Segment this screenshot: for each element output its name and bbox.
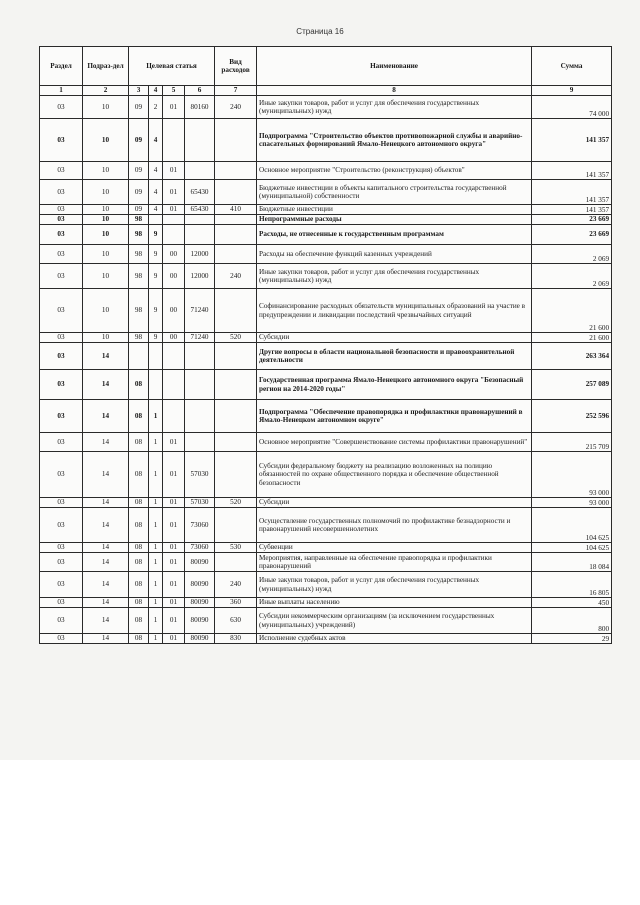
- row-podrazdel: 14: [83, 498, 129, 508]
- row-target-3: 01: [163, 452, 185, 498]
- row-target-1: 98: [129, 264, 149, 289]
- table-row: [40, 452, 612, 498]
- row-vid: [215, 400, 257, 433]
- row-name: Государственная программа Ямало-Ненецкого автономного округа "Безопасный регион на 2014-2020 годы": [257, 370, 532, 400]
- row-sum: 23 669: [532, 215, 612, 225]
- table-row: [40, 119, 612, 162]
- row-target-2: 1: [149, 634, 163, 644]
- row-name: Иные выплаты населению: [257, 598, 532, 608]
- row-target-1: 98: [129, 333, 149, 343]
- row-sum: 141 357: [532, 180, 612, 205]
- row-target-3: 00: [163, 289, 185, 333]
- row-razdel: 03: [40, 553, 83, 572]
- row-target-2: 1: [149, 433, 163, 452]
- col-number: 2: [83, 86, 129, 96]
- row-name: Исполнение судебных актов: [257, 634, 532, 644]
- row-target-4: [185, 400, 215, 433]
- row-target-2: 4: [149, 205, 163, 215]
- table-row: [40, 180, 612, 205]
- row-name: Подпрограмма "Строительство объектов противопожарной службы и аварийно-спасательных формирований Ямало-Ненецкого автономного округа": [257, 119, 532, 162]
- row-vid: [215, 162, 257, 180]
- row-sum: 104 625: [532, 543, 612, 553]
- row-target-1: 08: [129, 498, 149, 508]
- row-podrazdel: 10: [83, 264, 129, 289]
- row-target-4: 80090: [185, 608, 215, 634]
- row-razdel: 03: [40, 498, 83, 508]
- row-target-4: 65430: [185, 180, 215, 205]
- row-name: Иные закупки товаров, работ и услуг для обеспечения государственных (муниципальных) нужд: [257, 264, 532, 289]
- table-row: [40, 498, 612, 508]
- row-target-3: 01: [163, 543, 185, 553]
- row-razdel: 03: [40, 119, 83, 162]
- table-body: [40, 96, 612, 644]
- row-razdel: 03: [40, 598, 83, 608]
- row-podrazdel: 10: [83, 289, 129, 333]
- row-podrazdel: 10: [83, 180, 129, 205]
- row-vid: 520: [215, 498, 257, 508]
- budget-table: [39, 46, 612, 644]
- row-sum: 93 000: [532, 452, 612, 498]
- table-row: [40, 343, 612, 370]
- row-name: Другие вопросы в области национальной безопасности и правоохранительной деятельности: [257, 343, 532, 370]
- row-razdel: 03: [40, 289, 83, 333]
- row-sum: 215 709: [532, 433, 612, 452]
- row-podrazdel: 14: [83, 452, 129, 498]
- row-target-3: [163, 215, 185, 225]
- table-row: [40, 634, 612, 644]
- row-target-1: 08: [129, 553, 149, 572]
- row-sum: 104 625: [532, 508, 612, 543]
- row-target-1: 08: [129, 598, 149, 608]
- row-target-1: 08: [129, 400, 149, 433]
- table-row: [40, 225, 612, 245]
- row-podrazdel: 14: [83, 598, 129, 608]
- row-target-1: 08: [129, 543, 149, 553]
- row-target-2: 1: [149, 598, 163, 608]
- row-name: Иные закупки товаров, работ и услуг для обеспечения государственных (муниципальных) нужд: [257, 96, 532, 119]
- row-target-3: 01: [163, 498, 185, 508]
- row-target-4: 57030: [185, 498, 215, 508]
- row-razdel: 03: [40, 333, 83, 343]
- row-name: Бюджетные инвестиции: [257, 205, 532, 215]
- row-target-4: 57030: [185, 452, 215, 498]
- row-podrazdel: 14: [83, 433, 129, 452]
- row-target-2: 9: [149, 245, 163, 264]
- row-vid: [215, 225, 257, 245]
- table-row: [40, 215, 612, 225]
- row-target-3: 00: [163, 333, 185, 343]
- row-name: Осуществление государственных полномочий по профилактике безнадзорности и правонарушений несовершеннолетних: [257, 508, 532, 543]
- row-target-2: 4: [149, 162, 163, 180]
- col-number: 3: [129, 86, 149, 96]
- row-target-2: 4: [149, 180, 163, 205]
- table-row: [40, 598, 612, 608]
- row-name: Субсидии: [257, 498, 532, 508]
- row-target-4: 65430: [185, 205, 215, 215]
- row-sum: 257 089: [532, 370, 612, 400]
- header-podrazdel: Подраз-дел: [83, 47, 129, 86]
- row-target-2: 1: [149, 608, 163, 634]
- row-name: Основное мероприятие "Строительство (реконструкция) объектов": [257, 162, 532, 180]
- row-target-1: 98: [129, 225, 149, 245]
- row-sum: 141 357: [532, 205, 612, 215]
- row-target-3: 01: [163, 433, 185, 452]
- row-target-3: [163, 370, 185, 400]
- header-target: Целевая статья: [129, 47, 215, 86]
- row-target-2: 1: [149, 508, 163, 543]
- row-sum: 21 600: [532, 333, 612, 343]
- row-vid: [215, 215, 257, 225]
- row-target-3: 01: [163, 634, 185, 644]
- row-vid: 520: [215, 333, 257, 343]
- row-target-1: 09: [129, 96, 149, 119]
- row-razdel: 03: [40, 343, 83, 370]
- row-name: Основное мероприятие "Совершенствование системы профилактики правонарушений": [257, 433, 532, 452]
- row-target-2: 9: [149, 333, 163, 343]
- row-vid: 830: [215, 634, 257, 644]
- table-row: [40, 245, 612, 264]
- row-name: Субсидии федеральному бюджету на реализацию возложенных на полицию обязанностей по охране общественного порядка и обеспечение общественной безопасности: [257, 452, 532, 498]
- row-name: Бюджетные инвестиции в объекты капитального строительства государственной (муниципальной) собственности: [257, 180, 532, 205]
- row-sum: 263 364: [532, 343, 612, 370]
- row-vid: 530: [215, 543, 257, 553]
- table-row: [40, 289, 612, 333]
- table-row: [40, 370, 612, 400]
- table-row: [40, 543, 612, 553]
- row-target-3: 00: [163, 245, 185, 264]
- row-podrazdel: 14: [83, 572, 129, 598]
- row-target-4: [185, 370, 215, 400]
- row-target-4: 73060: [185, 543, 215, 553]
- column-number-row: [40, 86, 612, 96]
- row-name: Софинансирование расходных обязательств муниципальных образований на участие в предупреждении и ликвидации последствий чрезвычайных ситуаций: [257, 289, 532, 333]
- row-target-2: 1: [149, 543, 163, 553]
- row-target-4: 80090: [185, 634, 215, 644]
- col-number: 1: [40, 86, 83, 96]
- row-target-2: [149, 215, 163, 225]
- row-vid: [215, 180, 257, 205]
- row-target-1: 08: [129, 433, 149, 452]
- row-name: Расходы, не отнесенные к государственным программам: [257, 225, 532, 245]
- row-sum: 141 357: [532, 162, 612, 180]
- row-vid: [215, 433, 257, 452]
- row-target-1: 98: [129, 245, 149, 264]
- table-row: [40, 264, 612, 289]
- row-target-1: 08: [129, 452, 149, 498]
- row-sum: 2 069: [532, 264, 612, 289]
- row-razdel: 03: [40, 180, 83, 205]
- row-target-4: [185, 162, 215, 180]
- row-target-2: 4: [149, 119, 163, 162]
- row-target-3: 01: [163, 205, 185, 215]
- row-target-2: 9: [149, 289, 163, 333]
- row-name: Подпрограмма "Обеспечение правопорядка и профилактики правонарушений в Ямало-Ненецком автономном округе": [257, 400, 532, 433]
- table-row: [40, 553, 612, 572]
- row-target-3: 01: [163, 608, 185, 634]
- row-razdel: 03: [40, 245, 83, 264]
- row-target-3: 01: [163, 598, 185, 608]
- row-razdel: 03: [40, 264, 83, 289]
- row-target-4: 71240: [185, 333, 215, 343]
- row-target-4: 80160: [185, 96, 215, 119]
- row-target-1: 08: [129, 634, 149, 644]
- row-target-4: 80090: [185, 553, 215, 572]
- row-target-3: 01: [163, 553, 185, 572]
- col-number: 4: [149, 86, 163, 96]
- row-sum: 29: [532, 634, 612, 644]
- row-target-4: [185, 119, 215, 162]
- row-razdel: 03: [40, 400, 83, 433]
- row-target-3: 01: [163, 572, 185, 598]
- row-vid: 240: [215, 572, 257, 598]
- row-target-4: 73060: [185, 508, 215, 543]
- row-podrazdel: 14: [83, 553, 129, 572]
- row-sum: 74 000: [532, 96, 612, 119]
- col-number: 7: [215, 86, 257, 96]
- header-name: Наименование: [257, 47, 532, 86]
- row-vid: [215, 508, 257, 543]
- row-podrazdel: 14: [83, 343, 129, 370]
- row-target-1: 98: [129, 289, 149, 333]
- header-vid: Вид расходов: [215, 47, 257, 86]
- row-name: Мероприятия, направленные на обеспечение правопорядка и профилактики правонарушений: [257, 553, 532, 572]
- row-target-2: 9: [149, 225, 163, 245]
- row-target-2: 2: [149, 96, 163, 119]
- row-podrazdel: 10: [83, 245, 129, 264]
- row-podrazdel: 14: [83, 400, 129, 433]
- row-target-1: 09: [129, 119, 149, 162]
- table-row: [40, 508, 612, 543]
- row-target-4: 12000: [185, 245, 215, 264]
- row-target-4: [185, 215, 215, 225]
- row-target-1: 08: [129, 572, 149, 598]
- blank-margin: [0, 760, 640, 905]
- row-name: Иные закупки товаров, работ и услуг для обеспечения государственных (муниципальных) нужд: [257, 572, 532, 598]
- row-sum: 23 669: [532, 225, 612, 245]
- row-target-3: 01: [163, 508, 185, 543]
- table-row: [40, 608, 612, 634]
- row-razdel: 03: [40, 608, 83, 634]
- col-number: 9: [532, 86, 612, 96]
- col-number: 6: [185, 86, 215, 96]
- row-razdel: 03: [40, 96, 83, 119]
- row-podrazdel: 14: [83, 608, 129, 634]
- row-target-2: 1: [149, 498, 163, 508]
- row-target-1: 09: [129, 180, 149, 205]
- row-vid: [215, 245, 257, 264]
- row-target-3: [163, 343, 185, 370]
- row-target-4: 71240: [185, 289, 215, 333]
- table-row: [40, 433, 612, 452]
- row-target-3: 01: [163, 162, 185, 180]
- row-target-3: [163, 119, 185, 162]
- row-vid: [215, 370, 257, 400]
- row-target-4: [185, 225, 215, 245]
- table-row: [40, 205, 612, 215]
- row-target-3: 00: [163, 264, 185, 289]
- row-podrazdel: 10: [83, 119, 129, 162]
- row-sum: 16 805: [532, 572, 612, 598]
- row-podrazdel: 10: [83, 333, 129, 343]
- row-target-1: 08: [129, 508, 149, 543]
- row-vid: 240: [215, 96, 257, 119]
- row-target-3: 01: [163, 96, 185, 119]
- row-target-2: 1: [149, 553, 163, 572]
- row-vid: [215, 343, 257, 370]
- row-target-1: [129, 343, 149, 370]
- row-podrazdel: 14: [83, 508, 129, 543]
- row-sum: 800: [532, 608, 612, 634]
- row-target-3: [163, 225, 185, 245]
- row-vid: [215, 119, 257, 162]
- row-podrazdel: 10: [83, 215, 129, 225]
- row-name: Субсидии некоммерческим организациям (за исключением государственных (муниципальных) учреждений): [257, 608, 532, 634]
- row-sum: 93 000: [532, 498, 612, 508]
- row-sum: 2 069: [532, 245, 612, 264]
- row-podrazdel: 10: [83, 96, 129, 119]
- row-sum: 450: [532, 598, 612, 608]
- row-razdel: 03: [40, 205, 83, 215]
- row-target-1: 09: [129, 205, 149, 215]
- table-row: [40, 400, 612, 433]
- row-target-3: [163, 400, 185, 433]
- row-vid: 410: [215, 205, 257, 215]
- row-razdel: 03: [40, 225, 83, 245]
- row-target-4: 12000: [185, 264, 215, 289]
- header-razdel: Раздел: [40, 47, 83, 86]
- table-row: [40, 333, 612, 343]
- row-target-1: 09: [129, 162, 149, 180]
- row-podrazdel: 10: [83, 162, 129, 180]
- row-sum: 18 084: [532, 553, 612, 572]
- table-row: [40, 572, 612, 598]
- row-podrazdel: 14: [83, 370, 129, 400]
- row-target-1: 08: [129, 608, 149, 634]
- row-target-2: 1: [149, 572, 163, 598]
- row-razdel: 03: [40, 634, 83, 644]
- row-razdel: 03: [40, 572, 83, 598]
- row-vid: 240: [215, 264, 257, 289]
- row-target-4: [185, 343, 215, 370]
- row-target-1: 98: [129, 215, 149, 225]
- col-number: 5: [163, 86, 185, 96]
- table-row: [40, 96, 612, 119]
- table-row: [40, 162, 612, 180]
- row-target-4: [185, 433, 215, 452]
- row-vid: [215, 289, 257, 333]
- row-sum: 21 600: [532, 289, 612, 333]
- row-target-2: [149, 370, 163, 400]
- row-sum: 252 596: [532, 400, 612, 433]
- header-sum: Сумма: [532, 47, 612, 86]
- row-vid: [215, 553, 257, 572]
- row-target-2: 9: [149, 264, 163, 289]
- row-vid: 360: [215, 598, 257, 608]
- row-vid: [215, 452, 257, 498]
- row-razdel: 03: [40, 543, 83, 553]
- row-name: Непрограммные расходы: [257, 215, 532, 225]
- row-target-3: 01: [163, 180, 185, 205]
- row-podrazdel: 10: [83, 225, 129, 245]
- row-name: Субвенции: [257, 543, 532, 553]
- col-number: 8: [257, 86, 532, 96]
- page-label: Страница 16: [296, 27, 344, 36]
- row-target-2: [149, 343, 163, 370]
- row-vid: 630: [215, 608, 257, 634]
- row-target-2: 1: [149, 452, 163, 498]
- row-razdel: 03: [40, 215, 83, 225]
- row-target-4: 80090: [185, 598, 215, 608]
- row-razdel: 03: [40, 508, 83, 543]
- row-razdel: 03: [40, 452, 83, 498]
- row-podrazdel: 14: [83, 543, 129, 553]
- row-sum: 141 357: [532, 119, 612, 162]
- row-target-2: 1: [149, 400, 163, 433]
- row-name: Субсидии: [257, 333, 532, 343]
- row-razdel: 03: [40, 162, 83, 180]
- row-target-4: 80090: [185, 572, 215, 598]
- row-podrazdel: 14: [83, 634, 129, 644]
- row-podrazdel: 10: [83, 205, 129, 215]
- row-name: Расходы на обеспечение функций казенных учреждений: [257, 245, 532, 264]
- row-razdel: 03: [40, 370, 83, 400]
- header-row: [40, 47, 612, 86]
- row-razdel: 03: [40, 433, 83, 452]
- row-target-1: 08: [129, 370, 149, 400]
